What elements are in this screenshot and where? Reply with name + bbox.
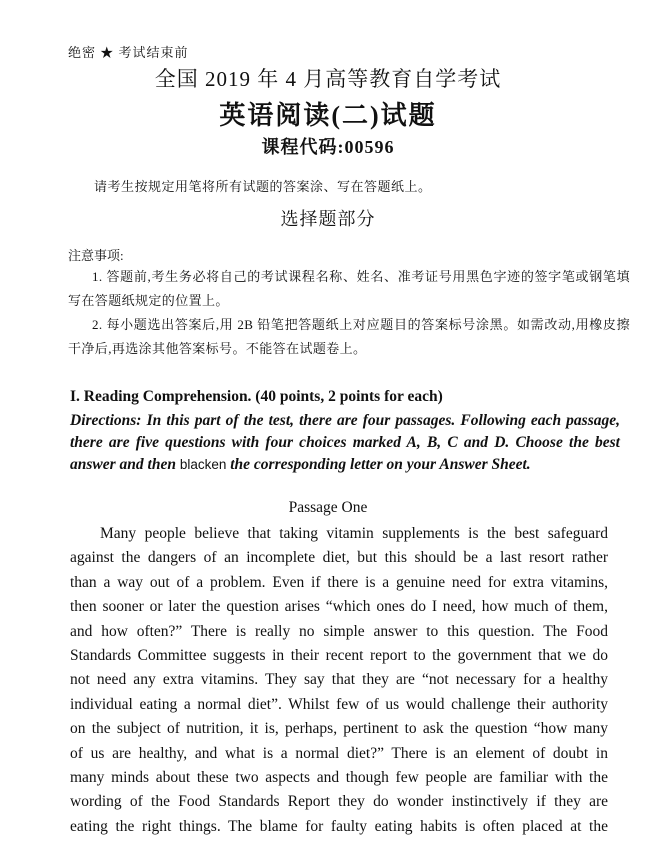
passage-line: individual eating a normal diet”. Whilst few of us would challenge their authority	[70, 695, 608, 713]
notice-item: 1. 答题前,考生务必将自己的考试课程名称、姓名、准考证号用黑色字迹的签字笔或钢笔填写在答题纸规定的位置上。	[68, 269, 630, 308]
answer-instruction: 请考生按规定用笔将所有试题的答案涂、写在答题纸上。	[94, 179, 432, 194]
passage-line: than a way out of a problem. Even if there is a genuine need for extra vitamins,	[70, 573, 608, 591]
passage-line: wording of the Food Standards Report they do wonder instinctively if they are	[70, 793, 608, 811]
directions-text-b: the corresponding letter on your Answer Sheet.	[226, 456, 531, 473]
directions-text-a: Directions: In this part of the test, there are four passages. Following each passage, there are five questions with four choices marked A, B, C and D. Choose the best answer and then	[70, 412, 620, 473]
part-heading: I. Reading Comprehension. (40 points, 2 points for each)	[70, 388, 443, 405]
passage-line: eating the right things. The blame for faulty eating habits is often placed at the	[70, 817, 608, 835]
passage-line: then sooner or later the question arises “which ones do I need, how much of them,	[70, 598, 608, 616]
passage-line: against the dangers of an incomplete diet, but this should be a last resort rather	[70, 549, 608, 567]
passage-line: Many people believe that taking vitamin supplements is the best safeguard	[100, 525, 608, 542]
passage-line: Standards Committee suggests in their recent report to the government that we do	[70, 647, 608, 665]
exam-title: 全国 2019 年 4 月高等教育自学考试	[154, 67, 502, 91]
passage-title: Passage One	[288, 499, 368, 516]
passage-body	[70, 522, 608, 839]
passage-line: not need any extra vitamins. They say that they are “not necessary for a healthy	[70, 671, 608, 689]
notice-heading: 注意事项:	[68, 248, 124, 263]
passage-line: many minds about these two aspects and though few people are familiar with the	[70, 769, 608, 787]
passage-line: of us are healthy, and what is a normal diet?” There is an element of doubt in	[70, 744, 608, 762]
directions-blacken: blacken	[179, 457, 227, 472]
passage-line: on the subject of nutrition, it is, perhaps, pertinent to ask the question “how many	[70, 720, 608, 738]
section-title: 选择题部分	[280, 209, 376, 229]
paper-title: 英语阅读(二)试题	[219, 101, 437, 130]
passage-line: and how often?” There is really no simple answer to this question. The Food	[70, 622, 608, 640]
course-code: 课程代码:00596	[261, 137, 395, 157]
confidential-mark: 绝密 ★ 考试结束前	[68, 45, 189, 60]
notice-item: 2. 每小题选出答案后,用 2B 铅笔把答题纸上对应题目的答案标号涂黑。如需改动,用橡皮擦干净后,再选涂其他答案标号。不能答在试题卷上。	[68, 317, 630, 356]
directions	[70, 410, 620, 476]
